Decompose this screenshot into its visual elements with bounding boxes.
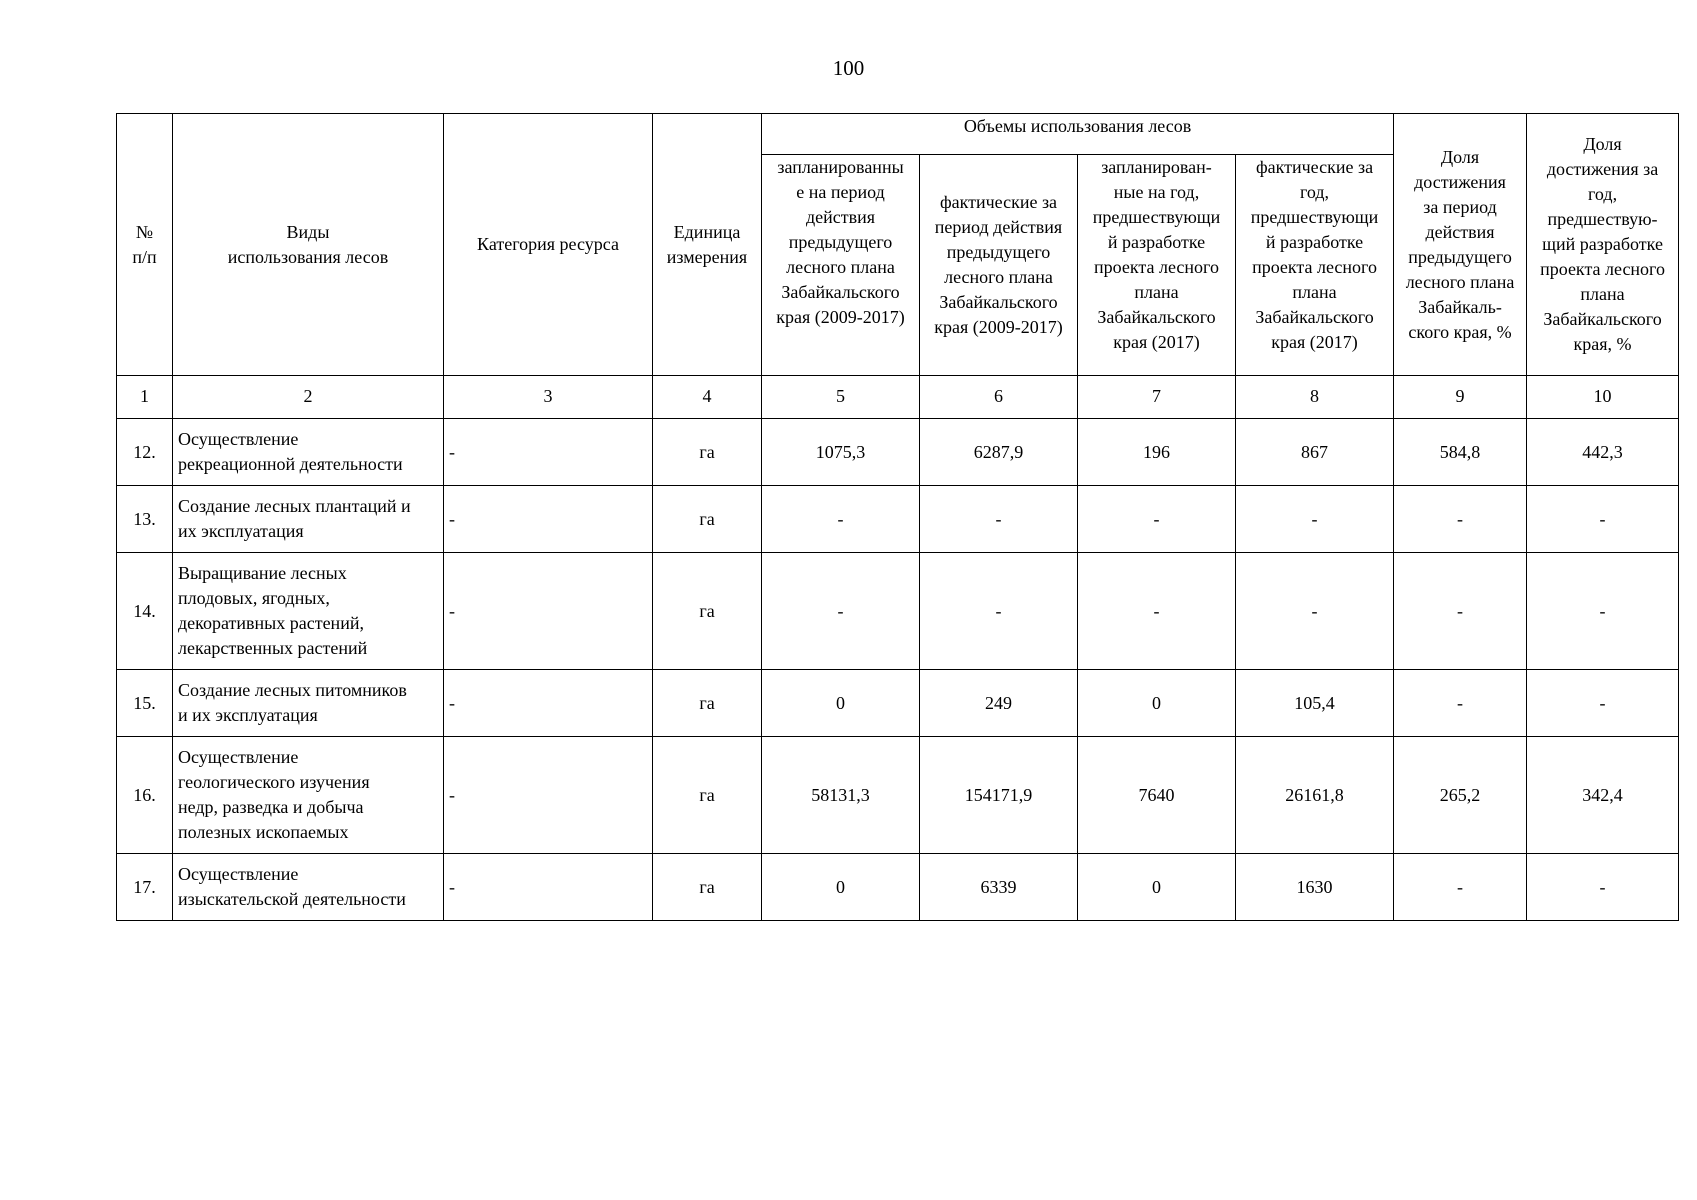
forest-use-type-text xyxy=(178,745,441,845)
column-number: 5 xyxy=(762,376,920,419)
share-period-cell: - xyxy=(1394,486,1527,553)
forest-use-type-cell xyxy=(173,486,444,553)
unit-cell: га xyxy=(653,670,762,737)
forest-use-type-text xyxy=(178,862,441,912)
row-number: 13. xyxy=(117,486,173,553)
forest-use-type-line: плодовых, ягодных, xyxy=(178,588,330,608)
header-line: е на период xyxy=(796,182,885,202)
share-year-cell: - xyxy=(1527,553,1679,670)
forest-use-type-cell xyxy=(173,670,444,737)
forest-use-type-line: декоративных растений, xyxy=(178,613,364,633)
header-line: лесного плана xyxy=(1405,271,1515,292)
header-line: края (2017) xyxy=(1271,332,1358,352)
header-line: запланирован- xyxy=(1101,157,1212,177)
row-number: 12. xyxy=(117,419,173,486)
page-number: 100 xyxy=(832,56,865,80)
column-number: 9 xyxy=(1394,376,1527,419)
planned-period-cell: 0 xyxy=(762,670,920,737)
table-row xyxy=(117,670,1679,737)
share-year-cell: - xyxy=(1527,486,1679,553)
column-number: 4 xyxy=(653,376,762,419)
forest-use-volumes-table xyxy=(116,113,1679,921)
actual-period-cell: 6339 xyxy=(920,854,1078,921)
planned-year-cell: 7640 xyxy=(1078,737,1236,854)
header-actual-year xyxy=(1236,155,1394,376)
header-line: период действия xyxy=(934,217,1063,237)
forest-use-type-line: Осуществление xyxy=(178,747,299,767)
actual-period-cell: - xyxy=(920,553,1078,670)
unit-cell: га xyxy=(653,854,762,921)
actual-period-cell: 6287,9 xyxy=(920,419,1078,486)
header-line: проекта лесного xyxy=(1252,257,1377,277)
header-line: края (2009-2017) xyxy=(776,307,905,327)
share-period-cell: - xyxy=(1394,670,1527,737)
header-line: достижения за xyxy=(1546,159,1659,179)
forest-use-type-cell xyxy=(173,419,444,486)
forest-use-type-cell xyxy=(173,553,444,670)
header-line: № xyxy=(135,221,154,242)
header-line: проекта лесного xyxy=(1540,259,1665,279)
planned-year-cell: - xyxy=(1078,553,1236,670)
forest-use-type-line: Создание лесных питомников xyxy=(178,680,407,700)
share-period-cell: 584,8 xyxy=(1394,419,1527,486)
header-line: ского края, % xyxy=(1408,321,1512,342)
actual-year-cell: 1630 xyxy=(1236,854,1394,921)
share-period-cell: 265,2 xyxy=(1394,737,1527,854)
header-actual-period-text xyxy=(922,190,1075,340)
header-line: действия xyxy=(805,207,876,227)
header-line: Забайкальского xyxy=(1097,307,1216,327)
header-line: предшествую- xyxy=(1547,209,1658,229)
resource-category-cell: - xyxy=(444,419,653,486)
header-line: щий разработке xyxy=(1542,234,1663,254)
resource-category-cell: - xyxy=(444,854,653,921)
actual-period-cell: 249 xyxy=(920,670,1078,737)
forest-use-type-text xyxy=(178,494,441,544)
actual-year-cell: - xyxy=(1236,486,1394,553)
forest-use-type-line: Осуществление xyxy=(178,429,299,449)
forest-use-type-text xyxy=(178,678,441,728)
header-line: фактические за xyxy=(939,192,1058,212)
header-line: края (2009-2017) xyxy=(934,317,1063,337)
forest-use-type-cell xyxy=(173,854,444,921)
resource-category-cell: - xyxy=(444,486,653,553)
header-line: за период xyxy=(1423,196,1497,217)
header-planned-year-text xyxy=(1080,155,1233,355)
header-forest-use-volumes: Объемы использования лесов xyxy=(762,114,1394,155)
column-number: 10 xyxy=(1527,376,1679,419)
table-row xyxy=(117,486,1679,553)
share-period-cell: - xyxy=(1394,854,1527,921)
planned-period-cell: - xyxy=(762,486,920,553)
header-line: фактические за xyxy=(1255,157,1374,177)
unit-cell: га xyxy=(653,486,762,553)
header-planned-period-text xyxy=(764,155,917,330)
planned-period-cell: 58131,3 xyxy=(762,737,920,854)
header-planned-period xyxy=(762,155,920,376)
resource-category-cell: - xyxy=(444,737,653,854)
header-actual-year-text xyxy=(1238,155,1391,355)
planned-year-cell: 0 xyxy=(1078,854,1236,921)
forest-use-type-line: Выращивание лесных xyxy=(178,563,347,583)
header-line: предыдущего xyxy=(946,242,1051,262)
table-row xyxy=(117,737,1679,854)
header-unit xyxy=(653,114,762,376)
header-number-text xyxy=(119,220,170,270)
header-line: плана xyxy=(1292,282,1337,302)
header-line: проекта лесного xyxy=(1094,257,1219,277)
forest-use-type-text xyxy=(178,427,441,477)
actual-year-cell: 867 xyxy=(1236,419,1394,486)
column-number: 2 xyxy=(173,376,444,419)
header-line: год, xyxy=(1588,184,1618,204)
header-line: Доля xyxy=(1583,134,1622,154)
header-line: Единица xyxy=(673,221,741,242)
table-row xyxy=(117,553,1679,670)
unit-cell: га xyxy=(653,419,762,486)
header-line: плана xyxy=(1580,284,1625,304)
share-period-cell: - xyxy=(1394,553,1527,670)
header-line: предшествующи xyxy=(1250,207,1379,227)
resource-category-cell: - xyxy=(444,553,653,670)
unit-cell: га xyxy=(653,737,762,854)
forest-use-type-line: их эксплуатация xyxy=(178,521,304,541)
header-line: Забайкальского xyxy=(1255,307,1374,327)
forest-use-type-line: Создание лесных плантаций и xyxy=(178,496,411,516)
header-share-period xyxy=(1394,114,1527,376)
header-line: предыдущего xyxy=(1408,246,1512,267)
share-year-cell: - xyxy=(1527,670,1679,737)
column-number: 1 xyxy=(117,376,173,419)
row-number: 15. xyxy=(117,670,173,737)
actual-year-cell: - xyxy=(1236,553,1394,670)
planned-year-cell: 0 xyxy=(1078,670,1236,737)
header-line: Забайкаль- xyxy=(1418,296,1502,317)
header-line: действия xyxy=(1425,221,1495,242)
header-line: п/п xyxy=(132,246,157,267)
header-share-year-text xyxy=(1529,132,1676,357)
header-line: достижения xyxy=(1414,171,1506,192)
actual-period-cell: - xyxy=(920,486,1078,553)
header-line: ные на год, xyxy=(1113,182,1200,202)
forest-use-type-line: рекреационной деятельности xyxy=(178,454,403,474)
actual-year-cell: 26161,8 xyxy=(1236,737,1394,854)
forest-use-type-cell xyxy=(173,737,444,854)
header-line: й разработке xyxy=(1265,232,1364,252)
header-unit-text xyxy=(655,220,759,270)
resource-category-cell: - xyxy=(444,670,653,737)
header-line: измерения xyxy=(666,246,748,267)
forest-use-type-line: недр, разведка и добыча xyxy=(178,797,364,817)
header-line: Доля xyxy=(1440,146,1480,167)
header-line: Забайкальского xyxy=(1543,309,1662,329)
column-number: 6 xyxy=(920,376,1078,419)
header-share-period-text xyxy=(1396,145,1524,345)
column-number-row xyxy=(117,376,1679,419)
header-line: й разработке xyxy=(1107,232,1206,252)
header-line: плана xyxy=(1134,282,1179,302)
header-resource-category: Категория ресурса xyxy=(444,114,653,376)
column-number: 7 xyxy=(1078,376,1236,419)
forest-use-type-line: полезных ископаемых xyxy=(178,822,349,842)
planned-period-cell: - xyxy=(762,553,920,670)
unit-cell: га xyxy=(653,553,762,670)
share-year-cell: 442,3 xyxy=(1527,419,1679,486)
row-number: 17. xyxy=(117,854,173,921)
header-planned-year xyxy=(1078,155,1236,376)
header-line: предшествующи xyxy=(1092,207,1221,227)
share-year-cell: 342,4 xyxy=(1527,737,1679,854)
table-row xyxy=(117,419,1679,486)
share-year-cell: - xyxy=(1527,854,1679,921)
header-forest-use-types-text xyxy=(175,220,441,270)
row-number: 16. xyxy=(117,737,173,854)
header-line: использования лесов xyxy=(227,246,389,267)
planned-period-cell: 0 xyxy=(762,854,920,921)
header-line: год, xyxy=(1299,182,1330,202)
forest-use-type-text xyxy=(178,561,441,661)
header-line: Забайкальского xyxy=(939,292,1058,312)
header-line: лесного плана xyxy=(786,257,895,277)
forest-use-type-line: лекарственных растений xyxy=(178,638,368,658)
column-number: 8 xyxy=(1236,376,1394,419)
header-actual-period xyxy=(920,155,1078,376)
actual-year-cell: 105,4 xyxy=(1236,670,1394,737)
forest-use-type-line: геологического изучения xyxy=(178,772,370,792)
header-forest-use-types xyxy=(173,114,444,376)
planned-period-cell: 1075,3 xyxy=(762,419,920,486)
header-line: Виды xyxy=(286,221,330,242)
forest-use-type-line: и их эксплуатация xyxy=(178,705,318,725)
header-number xyxy=(117,114,173,376)
header-line: края (2017) xyxy=(1113,332,1200,352)
header-line: лесного плана xyxy=(944,267,1053,287)
forest-use-type-line: изыскательской деятельности xyxy=(178,889,406,909)
row-number: 14. xyxy=(117,553,173,670)
header-line: края, % xyxy=(1573,334,1632,354)
header-line: предыдущего xyxy=(788,232,893,252)
header-line: Забайкальского xyxy=(781,282,900,302)
column-number: 3 xyxy=(444,376,653,419)
planned-year-cell: - xyxy=(1078,486,1236,553)
header-line: запланированны xyxy=(777,157,904,177)
table-row xyxy=(117,854,1679,921)
planned-year-cell: 196 xyxy=(1078,419,1236,486)
actual-period-cell: 154171,9 xyxy=(920,737,1078,854)
forest-use-type-line: Осуществление xyxy=(178,864,299,884)
header-share-year xyxy=(1527,114,1679,376)
